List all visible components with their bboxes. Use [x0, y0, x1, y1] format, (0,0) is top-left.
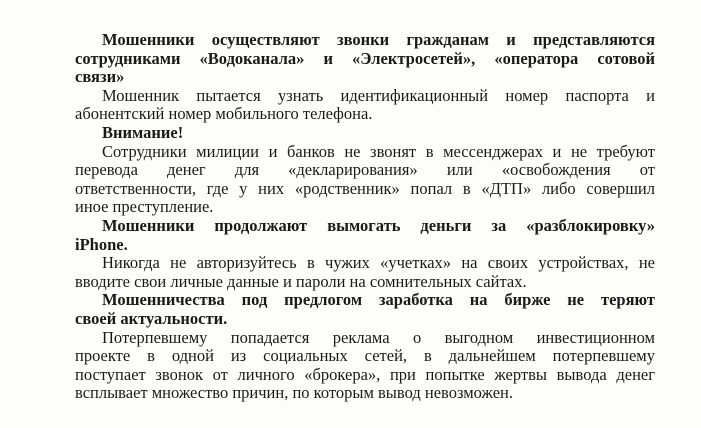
section-body-line: Сотрудники милиции и банков не звонят в мессенджерах и не требуют: [102, 141, 655, 161]
section-body-line: перевода денег для «декларирования» или «освобождения от: [75, 160, 655, 180]
section-vodokanal: [75, 31, 655, 124]
section-body-line: абонентский номер мобильного телефона.: [75, 104, 373, 124]
section-heading-line: iPhone.: [75, 234, 128, 254]
section-heading-line: сотрудниками «Водоканала» и «Электросетей», «оператора сотовой: [75, 48, 655, 68]
section-heading-line: Мошенники продолжают вымогать деньги за «разблокировку»: [102, 215, 655, 235]
section-heading-line: Мошенники осуществляют звонки гражданам и представляются: [102, 30, 655, 49]
section-heading-line: своей актуальности.: [75, 308, 228, 328]
section-body-line: поступает звонок от личного «брокера», при попытке жертвы вывода денег: [75, 364, 655, 384]
section-body-line: ответственности, где у них «родственник» попал в «ДТП» либо совершил: [75, 178, 655, 198]
section-body-line: Потерпевшему попадается реклама о выгодном инвестиционном: [102, 327, 655, 347]
section-heading-line: Мошенничества под предлогом заработка на бирже не теряют: [102, 290, 655, 310]
section-attention: [75, 124, 655, 217]
section-body-line: Мошенник пытается узнать идентификационный номер паспорта и: [102, 85, 655, 105]
section-body-line: иное преступление.: [75, 197, 214, 217]
section-body-line: Никогда не авторизуйтесь в чужих «учетках» на своих устройствах, не: [102, 253, 655, 273]
section-exchange-fraud: [75, 291, 655, 403]
section-heading-line: Внимание!: [102, 122, 184, 142]
section-iphone-unlock: [75, 217, 655, 291]
section-body-line: проекте в одной из социальных сетей, в дальнейшем потерпевшему: [75, 346, 655, 366]
section-body-line: всплывает множество причин, по которым вывод невозможен.: [75, 383, 513, 403]
section-heading-line: связи»: [75, 67, 125, 87]
section-body-line: вводите свои личные данные и пароли на сомнительных сайтах.: [75, 271, 527, 291]
